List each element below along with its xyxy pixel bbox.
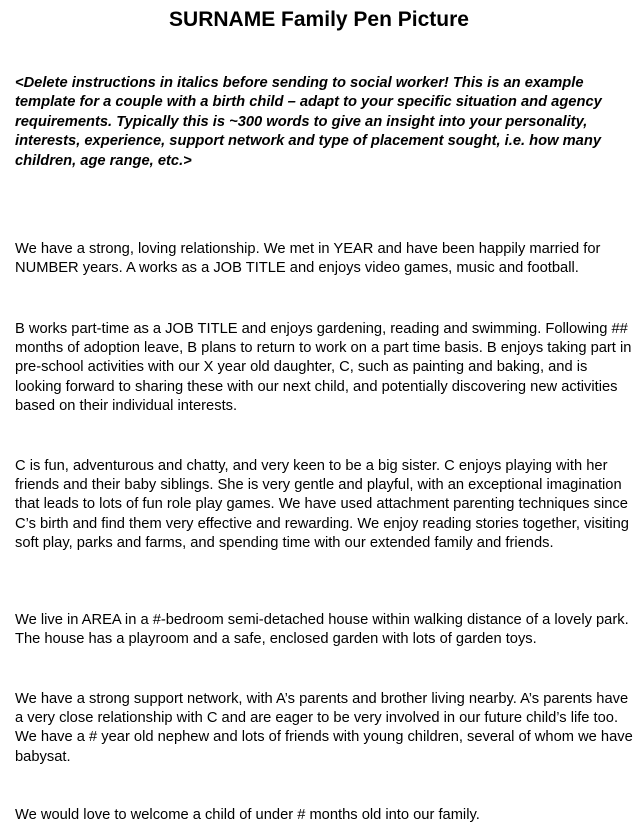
page-title: SURNAME Family Pen Picture <box>169 8 469 31</box>
paragraph-relationship: We have a strong, loving relationship. We met in YEAR and have been happily married for NUMBER years. A works as a JOB TITLE and enjoys video games, music and football. <box>15 241 601 277</box>
paragraph-b-work: B works part-time as a JOB TITLE and enjoys gardening, reading and swimming. Following ## months of adoption leave, B plans to return to work on a part time basis. B enjoys taking part in pre-school activities with our X year old daughter, C, such as painting and baking, and is looking forward to sharing these with our next child, and potentially discovering new activities based on their individual interests. <box>15 321 632 414</box>
paragraph-placement-sought: We would love to welcome a child of under # months old into our family. <box>15 807 480 823</box>
paragraph-support-network: We have a strong support network, with A’s parents and brother living nearby. A’s parents have a very close relationship with C and are eager to be very involved in our future child’s life too. We have a # year old nephew and lots of friends with young children, several of whom we have babysat. <box>15 691 633 765</box>
paragraph-child-c: C is fun, adventurous and chatty, and very keen to be a big sister. C enjoys playing with her friends and their baby siblings. She is very gentle and playful, with an exceptional imagination that leads to lots of fun role play games. We have used attachment parenting techniques since C’s birth and find them very effective and rewarding. We enjoy reading stories together, visiting soft play, parks and farms, and spending time with our extended family and friends. <box>15 458 629 551</box>
instructions-paragraph: <Delete instructions in italics before sending to social worker! This is an example template for a couple with a birth child – adapt to your specific situation and agency requirements. Typically this is ~300 words to give an insight into your personality, interests, experience, support network and type of placement sought, i.e. how many children, age range, etc.> <box>15 75 602 169</box>
paragraph-home: We live in AREA in a #-bedroom semi-detached house within walking distance of a lovely park. The house has a playroom and a safe, enclosed garden with lots of garden toys. <box>15 612 629 648</box>
